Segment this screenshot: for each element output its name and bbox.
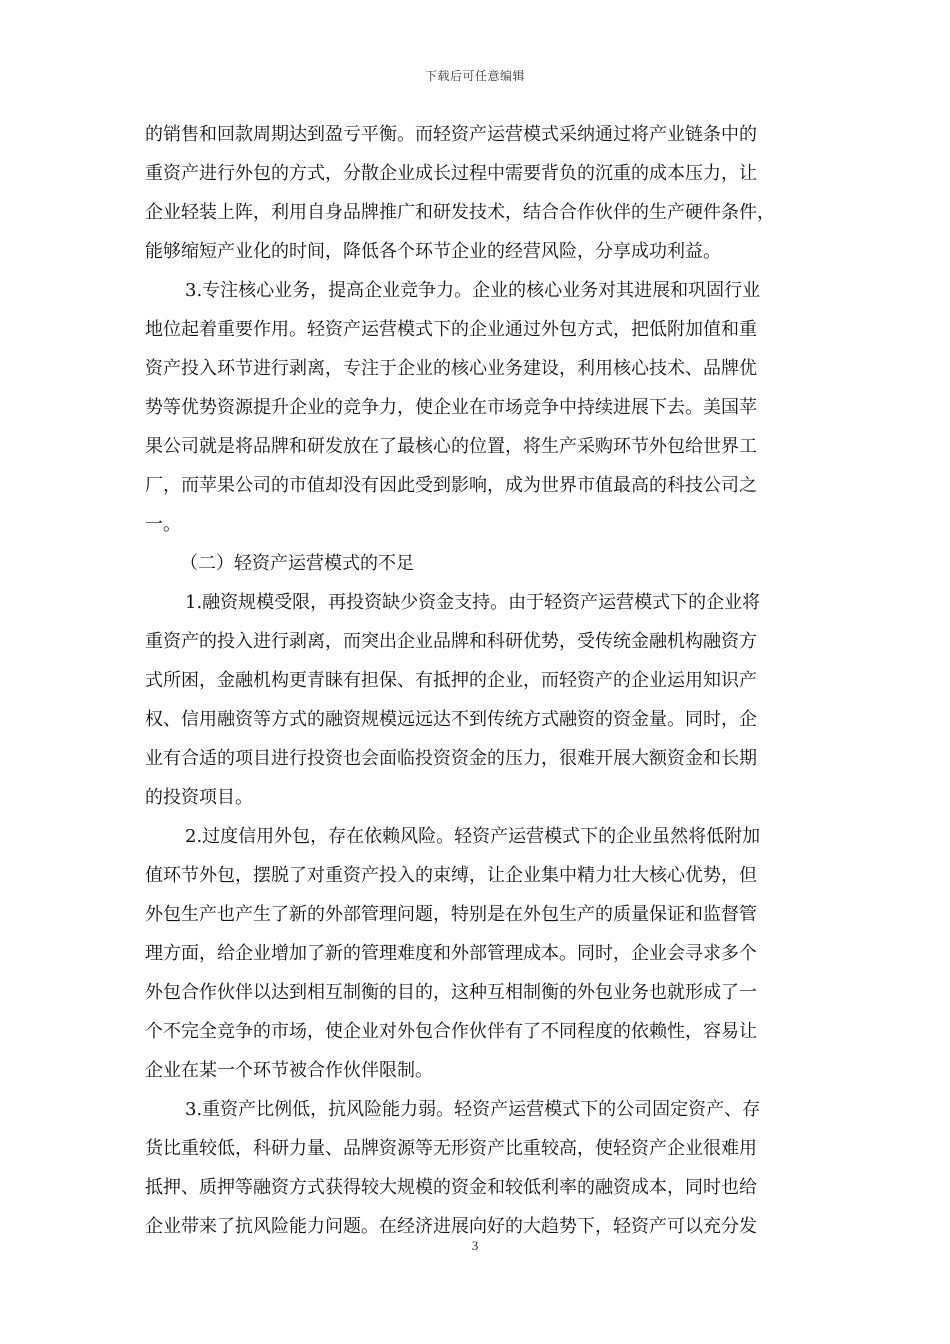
body-line: 抵押、质押等融资方式获得较大规模的资金和较低利率的融资成本，同时也给: [145, 1177, 757, 1198]
body-line: 重资产进行外包的方式，分散企业成长过程中需要背负的沉重的成本压力，让: [145, 163, 757, 184]
body-line: 2.过度信用外包，存在依赖风险。轻资产运营模式下的企业虽然将低附加: [185, 826, 761, 847]
body-line: 3.重资产比例低，抗风险能力弱。轻资产运营模式下的公司固定资产、存: [185, 1099, 761, 1120]
body-line: 一。: [145, 514, 181, 535]
body-line: 地位起着重要作用。轻资产运营模式下的企业通过外包方式，把低附加值和重: [145, 319, 757, 340]
body-line: 个不完全竞争的市场，使企业对外包合作伙伴有了不同程度的依赖性，容易让: [145, 1021, 757, 1042]
body-line: 厂，而苹果公司的市值却没有因此受到影响，成为世界市值最高的科技公司之: [145, 475, 757, 496]
body-line: 货比重较低，科研力量、品牌资源等无形资产比重较高，使轻资产企业很难用: [145, 1138, 757, 1159]
body-line: 资产投入环节进行剥离，专注于企业的核心业务建设，利用核心技术、品牌优: [145, 358, 757, 379]
page-number: 3: [471, 1238, 479, 1253]
section-heading: （二）轻资产运营模式的不足: [180, 553, 414, 574]
body-line: 3.专注核心业务，提高企业竞争力。企业的核心业务对其进展和巩固行业: [185, 280, 761, 301]
body-line: 理方面，给企业增加了新的管理难度和外部管理成本。同时，企业会寻求多个: [145, 943, 757, 964]
body-line: 势等优势资源提升企业的竞争力，使企业在市场竞争中持续进展下去。美国苹: [145, 397, 757, 418]
body-line: 的投资项目。: [145, 787, 253, 808]
page-header: 下载后可任意编辑: [424, 69, 525, 83]
body-line: 企业带来了抗风险能力问题。在经济进展向好的大趋势下，轻资产可以充分发: [145, 1216, 757, 1237]
body-line: 外包生产也产生了新的外部管理问题，特别是在外包生产的质量保证和监督管: [145, 904, 757, 925]
body-line: 值环节外包，摆脱了对重资产投入的束缚，让企业集中精力壮大核心优势，但: [145, 865, 757, 886]
body-line: 1.融资规模受限，再投资缺少资金支持。由于轻资产运营模式下的企业将: [185, 592, 761, 613]
body-line: 权、信用融资等方式的融资规模远远达不到传统方式融资的资金量。同时，企: [145, 709, 757, 730]
body-line: 企业在某一个环节被合作伙伴限制。: [145, 1060, 433, 1081]
body-line: 企业轻装上阵，利用自身品牌推广和研发技术，结合合作伙伴的生产硬件条件，: [145, 202, 775, 223]
body-line: 能够缩短产业化的时间，降低各个环节企业的经营风险，分享成功利益。: [145, 241, 721, 262]
body-line: 外包合作伙伴以达到相互制衡的目的，这种互相制衡的外包业务也就形成了一: [145, 982, 757, 1003]
body-line: 业有合适的项目进行投资也会面临投资资金的压力，很难开展大额资金和长期: [145, 748, 757, 769]
body-line: 果公司就是将品牌和研发放在了最核心的位置，将生产采购环节外包给世界工: [145, 436, 757, 457]
body-line: 式所困，金融机构更青睐有担保、有抵押的企业，而轻资产的企业运用知识产: [145, 670, 757, 691]
body-line: 重资产的投入进行剥离，而突出企业品牌和科研优势，受传统金融机构融资方: [145, 631, 757, 652]
body-line: 的销售和回款周期达到盈亏平衡。而轻资产运营模式采纳通过将产业链条中的: [145, 124, 757, 145]
